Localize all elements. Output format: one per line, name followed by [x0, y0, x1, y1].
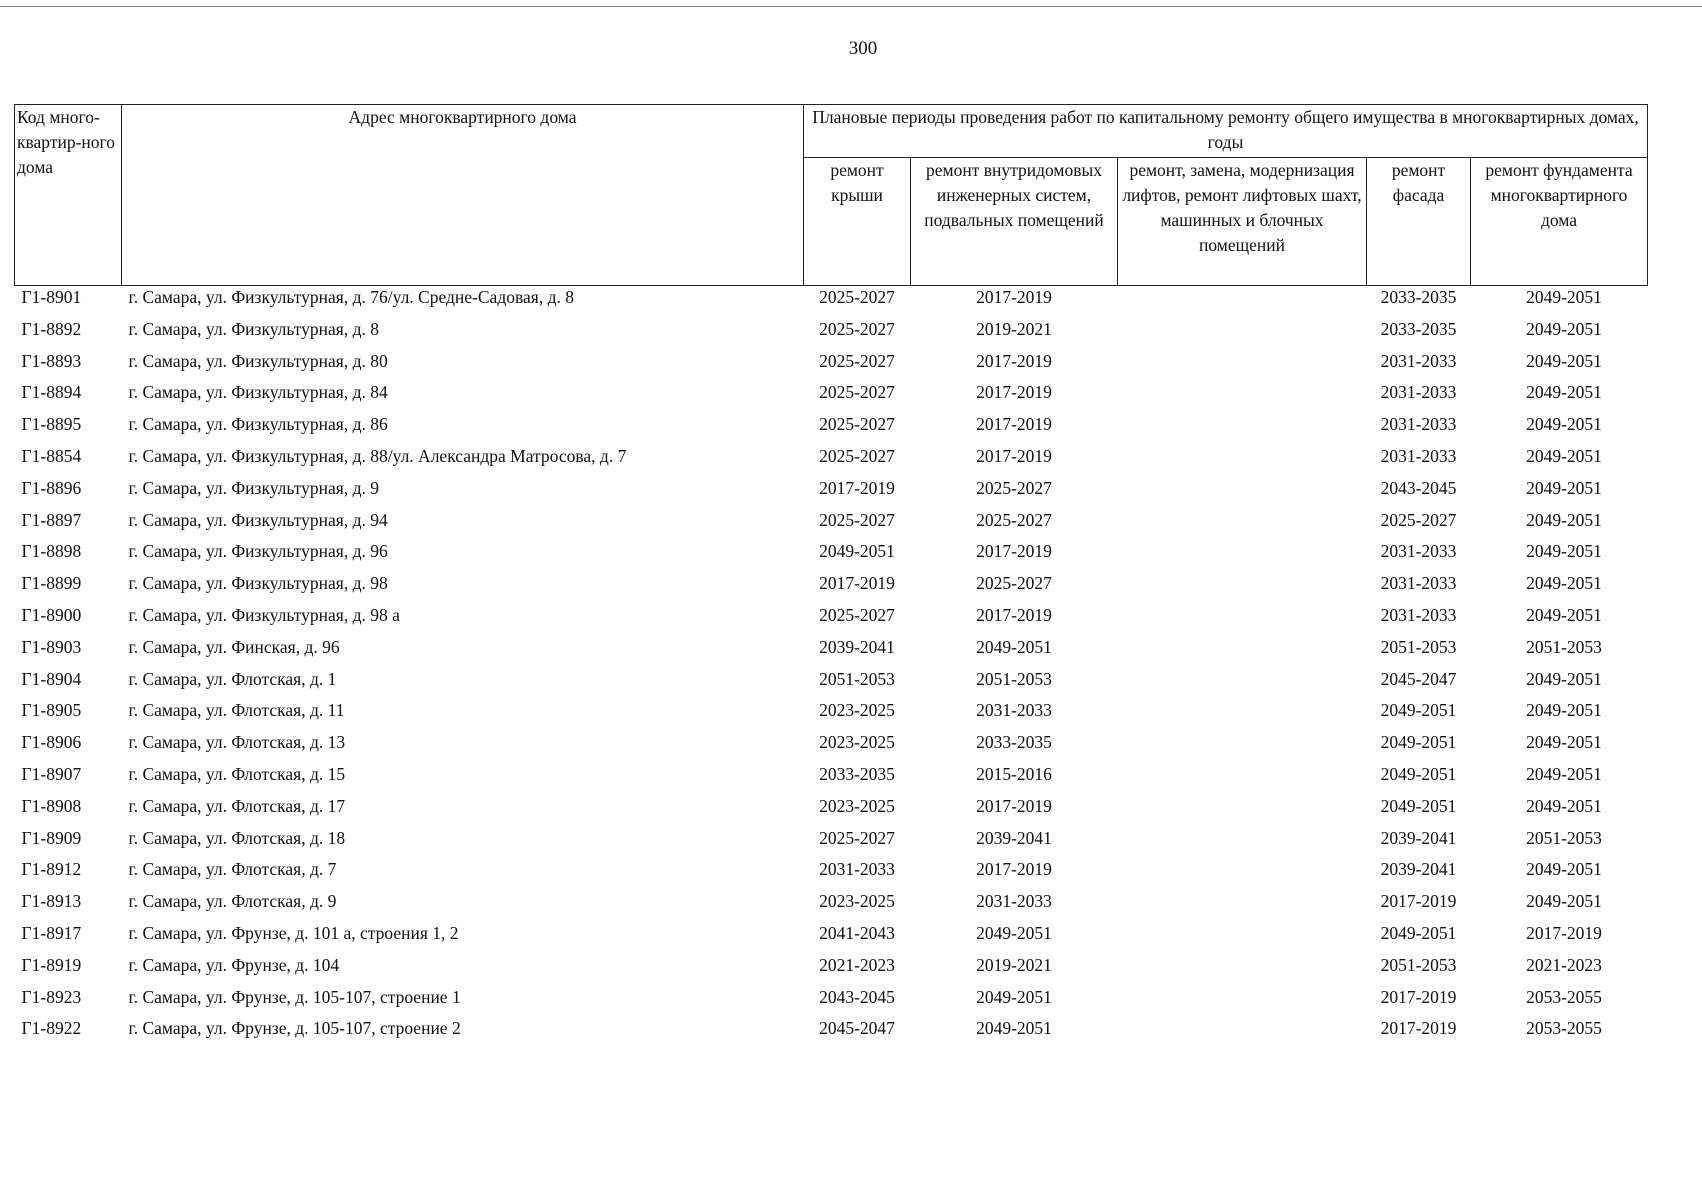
- cell-code: Г1-8919: [21, 954, 82, 975]
- cell-systems: 2017-2019: [976, 795, 1052, 816]
- cell-address: г. Самара, ул. Физкультурная, д. 76/ул. Средне-Садовая, д. 8: [128, 287, 574, 307]
- cell-systems: 2017-2019: [976, 350, 1052, 371]
- cell-roof: 2039-2041: [819, 636, 895, 657]
- cell-foundation: 2049-2051: [1526, 318, 1602, 339]
- cell-lifts: [1118, 540, 1367, 572]
- capital-repair-table: [14, 104, 1648, 1049]
- cell-code: Г1-8913: [21, 891, 82, 912]
- cell-facade: 2017-2019: [1380, 891, 1457, 912]
- cell-facade: 2049-2051: [1380, 732, 1457, 753]
- table-row: [15, 350, 1648, 382]
- cell-roof: 2025-2027: [819, 414, 895, 435]
- cell-foundation: 2049-2051: [1526, 350, 1602, 371]
- cell-facade: 2031-2033: [1380, 445, 1457, 466]
- cell-code: Г1-8898: [21, 541, 82, 562]
- cell-systems: 2017-2019: [976, 445, 1052, 466]
- header-code: Код много-квартир-ного дома: [15, 105, 122, 286]
- cell-systems: 2031-2033: [976, 891, 1052, 912]
- cell-systems: 2015-2016: [976, 763, 1052, 784]
- table-row: [15, 827, 1648, 859]
- cell-lifts: [1118, 827, 1367, 859]
- cell-address: г. Самара, ул. Фрунзе, д. 104: [128, 954, 340, 975]
- cell-lifts: [1118, 731, 1367, 763]
- cell-facade: 2031-2033: [1380, 573, 1457, 594]
- cell-facade: 2049-2051: [1380, 922, 1457, 943]
- cell-roof: 2023-2025: [819, 891, 895, 912]
- cell-foundation: 2049-2051: [1526, 382, 1602, 403]
- cell-foundation: 2049-2051: [1526, 477, 1602, 498]
- cell-foundation: 2049-2051: [1526, 795, 1602, 816]
- table-header: [15, 105, 1648, 286]
- cell-lifts: [1118, 699, 1367, 731]
- cell-facade: 2049-2051: [1380, 763, 1457, 784]
- cell-systems: 2033-2035: [976, 732, 1052, 753]
- cell-foundation: 2049-2051: [1526, 541, 1602, 562]
- cell-systems: 2017-2019: [976, 382, 1052, 403]
- table-row: [15, 699, 1648, 731]
- cell-code: Г1-8897: [21, 509, 82, 530]
- table-row: [15, 731, 1648, 763]
- table-row: [15, 763, 1648, 795]
- cell-code: Г1-8922: [21, 1018, 82, 1039]
- cell-facade: 2045-2047: [1380, 668, 1457, 689]
- table-row: [15, 668, 1648, 700]
- table-row: [15, 318, 1648, 350]
- table-row: [15, 604, 1648, 636]
- cell-systems: 2051-2053: [976, 668, 1052, 689]
- cell-systems: 2025-2027: [976, 573, 1052, 594]
- cell-roof: 2025-2027: [819, 827, 895, 848]
- cell-lifts: [1118, 922, 1367, 954]
- cell-roof: 2043-2045: [819, 986, 895, 1007]
- cell-foundation: 2021-2023: [1526, 954, 1602, 975]
- cell-code: Г1-8904: [21, 668, 82, 689]
- cell-roof: 2025-2027: [819, 318, 895, 339]
- cell-address: г. Самара, ул. Фрунзе, д. 105-107, строение 2: [128, 1018, 461, 1039]
- cell-lifts: [1118, 763, 1367, 795]
- cell-address: г. Самара, ул. Физкультурная, д. 96: [128, 541, 388, 562]
- page-number: 300: [848, 38, 878, 59]
- header-foundation: ремонт фундамента многоквартирного дома: [1471, 158, 1648, 286]
- cell-roof: 2023-2025: [819, 700, 895, 721]
- cell-systems: 2019-2021: [976, 954, 1052, 975]
- table-row: [15, 477, 1648, 509]
- cell-foundation: 2049-2051: [1526, 287, 1602, 307]
- cell-systems: 2017-2019: [976, 604, 1052, 625]
- cell-foundation: 2049-2051: [1526, 859, 1602, 880]
- table-row: [15, 509, 1648, 541]
- cell-foundation: 2053-2055: [1526, 1018, 1602, 1039]
- cell-systems: 2049-2051: [976, 636, 1052, 657]
- cell-code: Г1-8899: [21, 573, 82, 594]
- cell-address: г. Самара, ул. Физкультурная, д. 94: [128, 509, 388, 530]
- cell-address: г. Самара, ул. Финская, д. 96: [128, 636, 340, 657]
- table-row: [15, 636, 1648, 668]
- cell-foundation: 2053-2055: [1526, 986, 1602, 1007]
- table-row: [15, 986, 1648, 1018]
- cell-roof: 2025-2027: [819, 604, 895, 625]
- cell-roof: 2051-2053: [819, 668, 895, 689]
- cell-lifts: [1118, 858, 1367, 890]
- cell-facade: 2031-2033: [1380, 350, 1457, 371]
- cell-roof: 2023-2025: [819, 795, 895, 816]
- cell-systems: 2049-2051: [976, 922, 1052, 943]
- cell-code: Г1-8909: [21, 827, 82, 848]
- cell-code: Г1-8917: [21, 922, 82, 943]
- cell-address: г. Самара, ул. Фрунзе, д. 101 а, строения 1, 2: [128, 922, 459, 943]
- table-row: [15, 286, 1648, 318]
- cell-lifts: [1118, 286, 1367, 318]
- cell-roof: 2021-2023: [819, 954, 895, 975]
- cell-systems: 2017-2019: [976, 287, 1052, 307]
- cell-roof: 2023-2025: [819, 732, 895, 753]
- table-row: [15, 572, 1648, 604]
- cell-foundation: 2049-2051: [1526, 891, 1602, 912]
- cell-foundation: 2049-2051: [1526, 414, 1602, 435]
- header-systems: ремонт внутридомовых инженерных систем, подвальных помещений: [911, 158, 1118, 286]
- table-row: [15, 890, 1648, 922]
- cell-foundation: 2049-2051: [1526, 509, 1602, 530]
- cell-foundation: 2051-2053: [1526, 827, 1602, 848]
- cell-systems: 2017-2019: [976, 414, 1052, 435]
- cell-address: г. Самара, ул. Флотская, д. 9: [128, 891, 337, 912]
- cell-roof: 2025-2027: [819, 509, 895, 530]
- header-address: Адрес многоквартирного дома: [122, 105, 804, 286]
- cell-address: г. Самара, ул. Физкультурная, д. 86: [128, 414, 388, 435]
- cell-lifts: [1118, 986, 1367, 1018]
- header-facade: ремонт фасада: [1367, 158, 1471, 286]
- cell-facade: 2031-2033: [1380, 382, 1457, 403]
- cell-lifts: [1118, 636, 1367, 668]
- cell-code: Г1-8908: [21, 795, 82, 816]
- cell-address: г. Самара, ул. Флотская, д. 11: [128, 700, 345, 721]
- table-row: [15, 445, 1648, 477]
- table-row: [15, 540, 1648, 572]
- cell-foundation: 2049-2051: [1526, 668, 1602, 689]
- cell-roof: 2017-2019: [819, 477, 895, 498]
- cell-code: Г1-8896: [21, 477, 82, 498]
- cell-code: Г1-8895: [21, 414, 82, 435]
- cell-code: Г1-8905: [21, 700, 82, 721]
- cell-lifts: [1118, 509, 1367, 541]
- cell-lifts: [1118, 1017, 1367, 1049]
- cell-facade: 2033-2035: [1380, 318, 1457, 339]
- cell-systems: 2017-2019: [976, 859, 1052, 880]
- cell-facade: 2033-2035: [1380, 287, 1457, 307]
- cell-lifts: [1118, 445, 1367, 477]
- cell-code: Г1-8912: [21, 859, 82, 880]
- table-row: [15, 1017, 1648, 1049]
- cell-foundation: 2051-2053: [1526, 636, 1602, 657]
- cell-systems: 2019-2021: [976, 318, 1052, 339]
- cell-address: г. Самара, ул. Флотская, д. 7: [128, 859, 337, 880]
- cell-code: Г1-8906: [21, 732, 82, 753]
- cell-code: Г1-8893: [21, 350, 82, 371]
- cell-facade: 2049-2051: [1380, 795, 1457, 816]
- cell-lifts: [1118, 604, 1367, 636]
- cell-facade: 2049-2051: [1380, 700, 1457, 721]
- cell-lifts: [1118, 890, 1367, 922]
- table-row: [15, 954, 1648, 986]
- cell-foundation: 2017-2019: [1526, 922, 1602, 943]
- cell-facade: 2017-2019: [1380, 986, 1457, 1007]
- cell-code: Г1-8854: [21, 445, 82, 466]
- cell-systems: 2039-2041: [976, 827, 1052, 848]
- cell-address: г. Самара, ул. Фрунзе, д. 105-107, строение 1: [128, 986, 461, 1007]
- cell-address: г. Самара, ул. Флотская, д. 17: [128, 795, 346, 816]
- cell-address: г. Самара, ул. Физкультурная, д. 80: [128, 350, 388, 371]
- cell-roof: 2033-2035: [819, 763, 895, 784]
- cell-facade: 2017-2019: [1380, 1018, 1457, 1039]
- cell-code: Г1-8903: [21, 636, 82, 657]
- cell-address: г. Самара, ул. Физкультурная, д. 88/ул. Александра Матросова, д. 7: [128, 445, 627, 466]
- cell-address: г. Самара, ул. Флотская, д. 13: [128, 732, 346, 753]
- cell-facade: 2025-2027: [1380, 509, 1457, 530]
- cell-lifts: [1118, 381, 1367, 413]
- cell-roof: 2025-2027: [819, 350, 895, 371]
- cell-facade: 2031-2033: [1380, 414, 1457, 435]
- cell-systems: 2049-2051: [976, 986, 1052, 1007]
- header-roof: ремонт крыши: [804, 158, 911, 286]
- cell-foundation: 2049-2051: [1526, 604, 1602, 625]
- cell-facade: 2031-2033: [1380, 604, 1457, 625]
- cell-foundation: 2049-2051: [1526, 573, 1602, 594]
- cell-roof: 2049-2051: [819, 541, 895, 562]
- table-body: [15, 286, 1648, 1050]
- cell-systems: 2025-2027: [976, 477, 1052, 498]
- cell-foundation: 2049-2051: [1526, 763, 1602, 784]
- cell-systems: 2025-2027: [976, 509, 1052, 530]
- cell-code: Г1-8900: [21, 604, 82, 625]
- cell-foundation: 2049-2051: [1526, 732, 1602, 753]
- cell-facade: 2039-2041: [1380, 827, 1457, 848]
- cell-address: г. Самара, ул. Физкультурная, д. 9: [128, 477, 379, 498]
- cell-facade: 2039-2041: [1380, 859, 1457, 880]
- cell-roof: 2045-2047: [819, 1018, 895, 1039]
- cell-address: г. Самара, ул. Физкультурная, д. 98 а: [128, 604, 400, 625]
- cell-address: г. Самара, ул. Физкультурная, д. 8: [128, 318, 379, 339]
- cell-address: г. Самара, ул. Физкультурная, д. 84: [128, 382, 388, 403]
- cell-lifts: [1118, 954, 1367, 986]
- table-row: [15, 413, 1648, 445]
- cell-lifts: [1118, 318, 1367, 350]
- cell-roof: 2025-2027: [819, 287, 895, 307]
- cell-facade: 2043-2045: [1380, 477, 1457, 498]
- cell-roof: 2031-2033: [819, 859, 895, 880]
- cell-code: Г1-8894: [21, 382, 82, 403]
- cell-lifts: [1118, 572, 1367, 604]
- cell-address: г. Самара, ул. Физкультурная, д. 98: [128, 573, 388, 594]
- cell-systems: 2031-2033: [976, 700, 1052, 721]
- cell-code: Г1-8892: [21, 318, 82, 339]
- top-border-line: [0, 6, 1702, 7]
- cell-lifts: [1118, 413, 1367, 445]
- cell-systems: 2049-2051: [976, 1018, 1052, 1039]
- header-lifts: ремонт, замена, модернизация лифтов, ремонт лифтовых шахт, машинных и блочных помещений: [1118, 158, 1367, 286]
- cell-roof: 2025-2027: [819, 445, 895, 466]
- cell-lifts: [1118, 795, 1367, 827]
- table-row: [15, 858, 1648, 890]
- cell-systems: 2017-2019: [976, 541, 1052, 562]
- table-row: [15, 795, 1648, 827]
- cell-lifts: [1118, 477, 1367, 509]
- cell-facade: 2031-2033: [1380, 541, 1457, 562]
- table-row: [15, 381, 1648, 413]
- cell-facade: 2051-2053: [1380, 636, 1457, 657]
- header-periods-group: Плановые периоды проведения работ по капитальному ремонту общего имущества в многоквартирных домах, годы: [804, 105, 1648, 158]
- cell-foundation: 2049-2051: [1526, 700, 1602, 721]
- cell-facade: 2051-2053: [1380, 954, 1457, 975]
- cell-lifts: [1118, 668, 1367, 700]
- cell-address: г. Самара, ул. Флотская, д. 1: [128, 668, 337, 689]
- cell-lifts: [1118, 350, 1367, 382]
- table-row: [15, 922, 1648, 954]
- cell-address: г. Самара, ул. Флотская, д. 18: [128, 827, 346, 848]
- cell-code: Г1-8923: [21, 986, 82, 1007]
- cell-roof: 2017-2019: [819, 573, 895, 594]
- cell-code: Г1-8907: [21, 763, 82, 784]
- cell-roof: 2041-2043: [819, 922, 895, 943]
- cell-roof: 2025-2027: [819, 382, 895, 403]
- cell-address: г. Самара, ул. Флотская, д. 15: [128, 763, 346, 784]
- cell-foundation: 2049-2051: [1526, 445, 1602, 466]
- cell-code: Г1-8901: [21, 287, 82, 307]
